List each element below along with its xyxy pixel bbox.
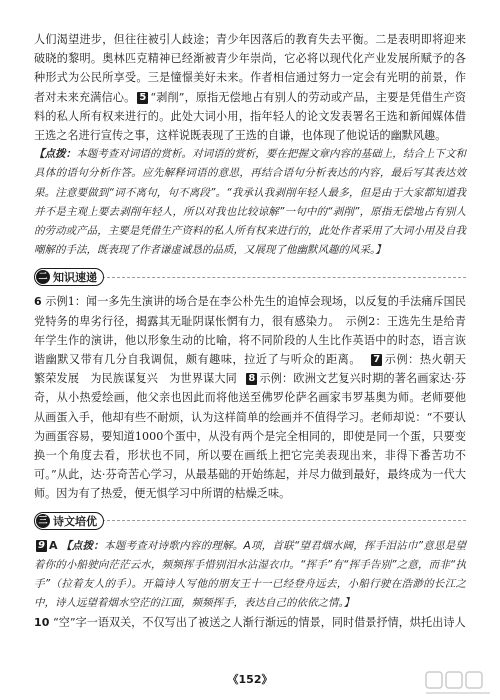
question-number: 10 xyxy=(34,616,50,630)
answer-text: “空”字一语双关，不仅写出了被送之人渐行渐远的情景，同时借景抒情，烘托出诗人 xyxy=(53,616,466,630)
section-title-pill xyxy=(34,512,104,530)
section-title-pill xyxy=(34,268,104,286)
answer-text: 示例：热火朝天 繁荣发展 为民族谋复兴 为世界谋大同 xyxy=(34,353,478,386)
hint-paragraph xyxy=(34,145,466,260)
section-number: 二 xyxy=(36,270,50,284)
answer-text: “剥削”，原指无偿地占有别人的劳动或产品，主要是凭借生产资料的私人所有权来进行的。此处大词小用，指年轻人的论文发表署名王选和新闻媒体借王选之名进行宣传之事，这样说既表现了王选的自谦，也体现了他说话的幽默风趣。 xyxy=(34,90,467,143)
section-title: 知识速递 xyxy=(53,271,97,285)
answer-text: 示例1：闻一多先生演讲的场合是在李公朴先生的追悼会现场，以反复的手法痛斥国民党特务的卑劣行径，揭露其无耻阴谋怅惘有力，很有感染力。 示例2：王选先生是给青年学生作的演讲，他以形象生动的比喻，将不同阶段的人生比作英语中的时态，语言诙谐幽默又带有几分自我调侃，颇有趣味，拉近了与听众的距离。 xyxy=(34,295,467,367)
section-divider xyxy=(102,520,466,521)
answer-paragraph-4 xyxy=(34,30,466,145)
section-title: 诗文培优 xyxy=(53,514,97,528)
watermark-logo-icon xyxy=(424,668,494,698)
hint-label: 【点拨： xyxy=(61,539,104,552)
page-number: 《152》 xyxy=(227,673,273,686)
question-number-badge: 8 xyxy=(248,373,256,385)
question-number-badge: 9 xyxy=(38,539,45,551)
answer-text: 示例：欧洲文艺复兴时期的著名画家达·芬奇，从小热爱绘画，他父亲也因此而将他送至佛罗伦萨名画家韦罗基奥为师。老师要他从画蛋入手，他却有些不耐烦，认为这样简单的绘画并不值得学习。老师却说：“不要认为画蛋容易，要知道1000个蛋中，从没有两个是完全相同的，即使是同一个蛋，只要变换一个角度去看，形状也不同，所以要在画纸上把它完美表现出来，非得下番苦功不可。”从此，达·芬奇苦心学习，从最基础的开始练起，并尽力做到最好，最终成为一代大师。因为有了热爱，便无惧学习中所谓的枯燥乏味。 xyxy=(34,372,467,501)
answer-paragraph-6 xyxy=(34,292,478,503)
answer-choice: A xyxy=(48,538,58,552)
question-number: 6 xyxy=(34,295,42,309)
section-number: 三 xyxy=(36,514,50,528)
section-header-knowledge xyxy=(34,267,466,287)
section-header-poetry xyxy=(34,511,466,531)
answer-text: 人们渴望进步，但往往被引人歧途；青少年因落后的教育失去平衡。二是表明即将迎来破晓的黎明。奥林匹克精神已经渐被青少年崇尚，它必将以现代化产业发展所赋予的各种形式为公民所享受。三是憧憬美好未来。作者相信通过努力一定会有光明的前景，作者对未来充满信心。 xyxy=(34,33,466,104)
document-page xyxy=(34,30,478,633)
hint-label: 【点拨： xyxy=(34,148,77,161)
hint-text: 本题考查对词语的赏析。对词语的赏析，要在把握文章内容的基础上，结合上下文和具体的语句分析作答。应先解释词语的意思，再结合语句分析表达的内容，最后写其表达效果。注意要做到“词不离句，句不离段”。“我承认我剥削年轻人最多，但是由于大家都知道我并不是主观上要去剥削年轻人，所以对我也比较谅解”一句中的“剥削”，原指无偿地占有别人的劳动或产品，主要是凭借生产资料的私人所有权来进行的，此处作者采用了大词小用及自我嘲解的手法，既表现了作者谦虚诚恳的品质，又展现了他幽默风趣的风采。】 xyxy=(34,148,467,257)
question-number-badge: 5 xyxy=(139,91,147,103)
hint-text: 本题考查对诗歌内容的理解。A项，首联“望君烟水阔，挥手泪沾巾”意思是望着你的小船驶向茫茫云水，频频挥手惜别泪水沾湿衣巾。“挥手”有“挥手告别”之意，而非“执手”（拉着友人的手）。开篇诗人写他的朋友王十一已经登舟远去，小船行驶在浩渺的长江之中，诗人远望着烟水空茫的江面，频频挥手，表达自己的依依之情。】 xyxy=(34,539,467,610)
answer-paragraph-9 xyxy=(34,536,466,614)
answer-paragraph-10 xyxy=(34,613,466,632)
question-number-badge: 7 xyxy=(373,354,381,366)
section-divider xyxy=(102,277,466,278)
